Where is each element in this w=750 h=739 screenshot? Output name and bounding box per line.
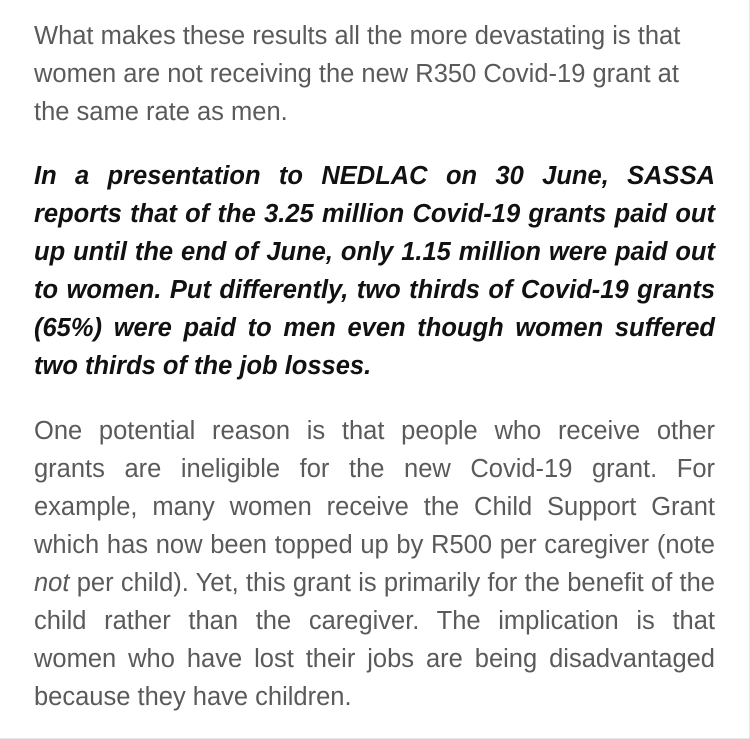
article-paragraph-explanation (34, 412, 715, 716)
article-paragraph-highlight: In a presentation to NEDLAC on 30 June, SASSA reports that of the 3.25 million Covid-19 grants paid out up until the end of June, only 1.15 million were paid out to women. Put differently, two thirds of Covid-19 grants (65%) were paid to men even though women suffered two thirds of the job losses. (34, 162, 715, 380)
paragraph-text-after-emphasis: per child). Yet, this grant is primarily for the benefit of the child rather than the caregiver. The implication is that women who have lost their jobs are being disadvantaged because they have children. (34, 569, 715, 711)
emphasized-word: not (34, 569, 70, 597)
article-paragraph-intro: What makes these results all the more devastating is that women are not receiving the new R350 Covid-19 grant at the same rate as men. (34, 22, 681, 126)
paragraph-text-before-emphasis: One potential reason is that people who receive other grants are ineligible for the new Covid-19 grant. For example, many women receive the Child Support Grant which has now been topped up by R500 per caregiver (note (34, 417, 715, 559)
